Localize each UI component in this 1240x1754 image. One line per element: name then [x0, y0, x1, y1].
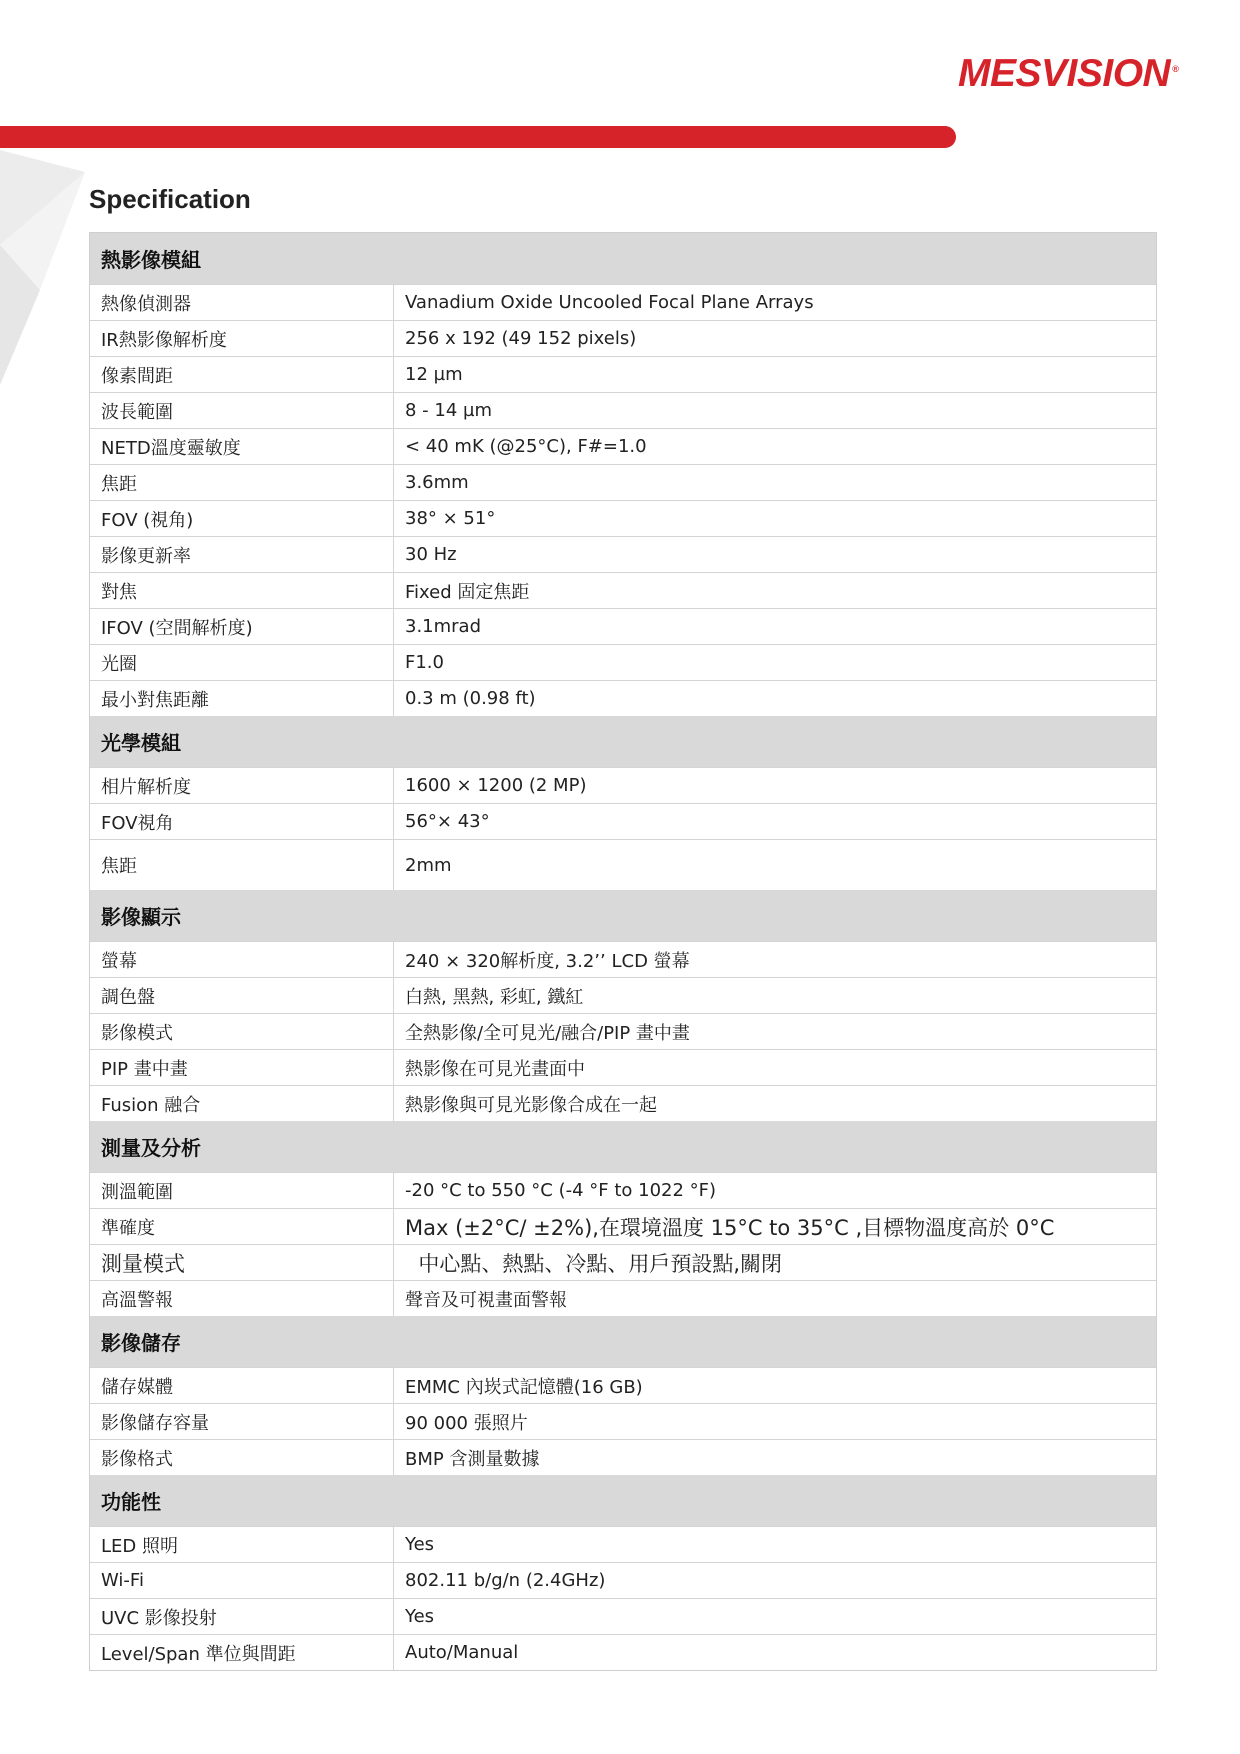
decorative-triangles	[0, 150, 90, 390]
spec-label: IR熱影像解析度	[90, 321, 394, 356]
spec-label: 像素間距	[90, 357, 394, 392]
spec-label: IFOV (空間解析度)	[90, 609, 394, 644]
spec-value: Yes	[405, 1606, 435, 1627]
spec-label: 焦距	[90, 465, 394, 500]
spec-value: 全熱影像/全可見光/融合/PIP 畫中畫	[405, 1022, 690, 1044]
spec-label: 調色盤	[90, 978, 394, 1013]
spec-row	[90, 1172, 1156, 1208]
spec-label: LED 照明	[90, 1527, 394, 1562]
brand-name: MESVISION	[958, 52, 1171, 95]
section-heading: 影像顯示	[90, 890, 1156, 941]
spec-label: Level/Span 準位與間距	[90, 1635, 394, 1670]
spec-label: 影像儲存容量	[90, 1404, 394, 1439]
spec-value: 30 Hz	[405, 544, 457, 565]
spec-value: 90 000 張照片	[405, 1412, 528, 1434]
spec-label: 焦距	[90, 840, 394, 890]
spec-row	[90, 572, 1156, 608]
spec-value: Auto/Manual	[405, 1642, 519, 1663]
spec-row	[90, 680, 1156, 716]
spec-row	[90, 536, 1156, 572]
spec-row	[90, 284, 1156, 320]
spec-row	[90, 767, 1156, 803]
spec-row	[90, 803, 1156, 839]
spec-row	[90, 1085, 1156, 1121]
spec-value: 240 × 320解析度, 3.2’’ LCD 螢幕	[405, 950, 690, 972]
spec-label: PIP 畫中畫	[90, 1050, 394, 1085]
spec-label: 螢幕	[90, 942, 394, 977]
spec-row	[90, 941, 1156, 977]
spec-row	[90, 1439, 1156, 1475]
section-heading: 熱影像模組	[90, 233, 1156, 284]
spec-value: 熱影像與可見光影像合成在一起	[405, 1094, 657, 1116]
spec-row	[90, 356, 1156, 392]
spec-value: 56°× 43°	[405, 811, 490, 832]
spec-value: 0.3 m (0.98 ft)	[405, 688, 536, 709]
spec-row	[90, 1244, 1156, 1280]
spec-label: FOV (視角)	[90, 501, 394, 536]
spec-value: Vanadium Oxide Uncooled Focal Plane Arrays	[405, 292, 814, 313]
spec-label: 影像更新率	[90, 537, 394, 572]
spec-label: 準確度	[90, 1209, 394, 1244]
spec-label: 熱像偵測器	[90, 285, 394, 320]
spec-label: 影像格式	[90, 1440, 394, 1475]
spec-value: -20 °C to 550 °C (-4 °F to 1022 °F)	[405, 1180, 717, 1201]
spec-label: 對焦	[90, 573, 394, 608]
section-heading: 光學模組	[90, 716, 1156, 767]
spec-value: 3.1mrad	[405, 616, 482, 637]
spec-value: Fixed 固定焦距	[405, 581, 530, 603]
spec-row	[90, 320, 1156, 356]
spec-label: NETD溫度靈敏度	[90, 429, 394, 464]
spec-row	[90, 1403, 1156, 1439]
spec-value: 1600 × 1200 (2 MP)	[405, 775, 587, 796]
spec-row	[90, 500, 1156, 536]
spec-row	[90, 608, 1156, 644]
spec-label: 光圈	[90, 645, 394, 680]
spec-label: 波長範圍	[90, 393, 394, 428]
spec-row	[90, 1280, 1156, 1316]
spec-row	[90, 839, 1156, 890]
spec-value: 聲音及可視畫面警報	[405, 1289, 567, 1311]
spec-label: FOV視角	[90, 804, 394, 839]
spec-value: 熱影像在可見光畫面中	[405, 1058, 585, 1080]
spec-row	[90, 428, 1156, 464]
spec-value: 12 µm	[405, 364, 463, 385]
spec-label: Fusion 融合	[90, 1086, 394, 1121]
spec-row	[90, 1013, 1156, 1049]
registered-mark: ®	[1172, 64, 1179, 74]
section-heading: 功能性	[90, 1475, 1156, 1526]
spec-row	[90, 644, 1156, 680]
spec-row	[90, 1598, 1156, 1634]
spec-label: 影像模式	[90, 1014, 394, 1049]
spec-value: 2mm	[405, 854, 452, 876]
spec-value: 38° × 51°	[405, 508, 496, 529]
spec-value: 8 - 14 µm	[405, 400, 493, 421]
section-heading: 測量及分析	[90, 1121, 1156, 1172]
spec-value: BMP 含測量數據	[405, 1448, 540, 1470]
spec-row	[90, 1208, 1156, 1244]
spec-value: 802.11 b/g/n (2.4GHz)	[405, 1570, 606, 1591]
spec-label: 高溫警報	[90, 1281, 394, 1316]
header-red-bar	[0, 126, 956, 148]
spec-row	[90, 392, 1156, 428]
spec-row	[90, 1367, 1156, 1403]
spec-label: UVC 影像投射	[90, 1599, 394, 1634]
spec-value: Max (±2°C/ ±2%),在環境溫度 15°C to 35°C ,目標物溫度高於 0°C	[405, 1215, 1055, 1240]
spec-row	[90, 464, 1156, 500]
spec-row	[90, 977, 1156, 1013]
section-heading: 影像儲存	[90, 1316, 1156, 1367]
brand-logo	[958, 52, 1178, 96]
spec-label: 儲存媒體	[90, 1368, 394, 1403]
spec-label: 相片解析度	[90, 768, 394, 803]
spec-value: F1.0	[405, 652, 444, 673]
spec-label: Wi-Fi	[90, 1563, 394, 1598]
specification-table	[89, 232, 1157, 1671]
spec-value: 3.6mm	[405, 472, 469, 493]
spec-row	[90, 1634, 1156, 1670]
spec-value: 中心點、熱點、冷點、用戶預設點,關閉	[405, 1251, 783, 1276]
spec-row	[90, 1049, 1156, 1085]
spec-value: 256 x 192 (49 152 pixels)	[405, 328, 637, 349]
page-title: Specification	[89, 184, 251, 214]
spec-label: 測量模式	[90, 1245, 394, 1280]
spec-value: Yes	[405, 1534, 435, 1555]
spec-value: EMMC 內崁式記憶體(16 GB)	[405, 1376, 643, 1398]
spec-label: 最小對焦距離	[90, 681, 394, 716]
spec-row	[90, 1526, 1156, 1562]
spec-label: 測溫範圍	[90, 1173, 394, 1208]
spec-value: 白熱, 黑熱, 彩虹, 鐵紅	[405, 986, 584, 1008]
spec-row	[90, 1562, 1156, 1598]
spec-value: < 40 mK (@25°C), F#=1.0	[405, 436, 647, 457]
